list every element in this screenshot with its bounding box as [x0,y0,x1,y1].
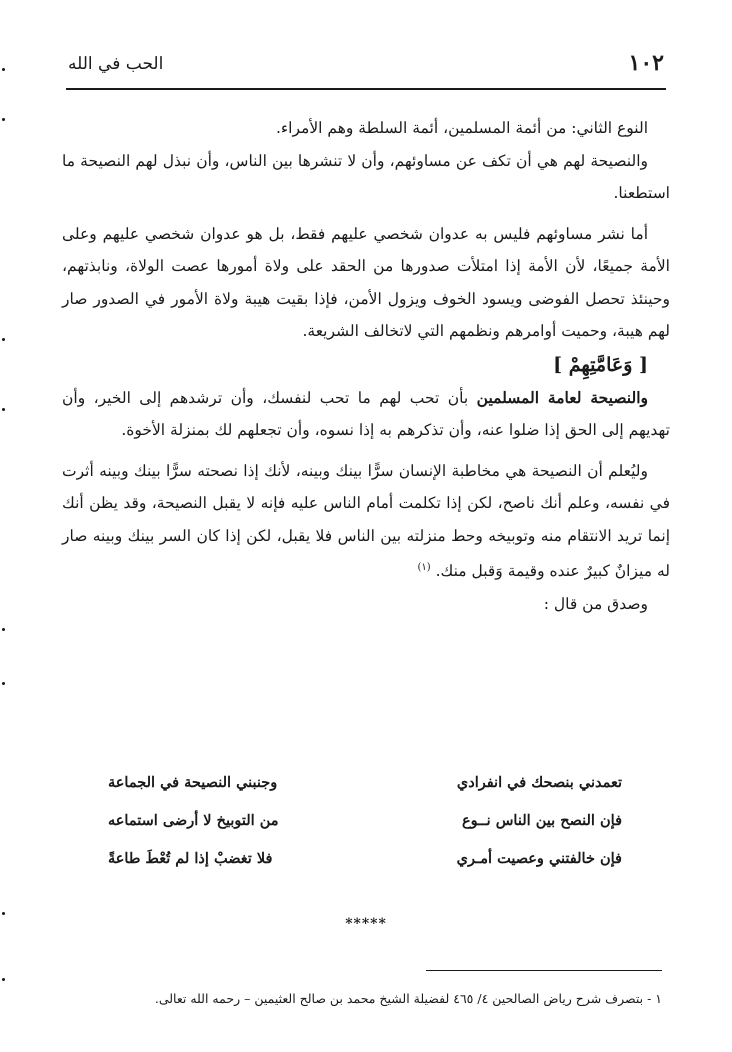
scan-edge-mark [2,628,5,631]
verse-second-hemistich: من التوبيخ لا أرضى استماعه [108,812,279,829]
page-number: ١٠٢ [628,50,664,76]
verse-first-hemistich: فإن خالفتني وعصيت أمـري [456,850,622,867]
section-separator: ***** [345,916,387,932]
scan-edge-mark [2,978,5,981]
footnote-divider [426,970,662,971]
paragraph-lead-bold: والنصيحة لعامة المسلمين [476,387,648,407]
scan-edge-mark [2,408,5,411]
paragraph-private-advice-text: وليُعلم أن النصيحة هي مخاطبة الإنسان سرًّا بينك وبينه، لأنك إذا نصحته سرًّا بينك وبينه أثرت في نفسه، وعلم أنك ناصح، لكن إذا تكلمت أمام الناس عليه فإنه لا يقبل النصيحة، وقد يظن أنك إنما تريد الانتقام منه وتوبيخه وحط منزلته بين الناس فلا يقبل، لكن إذا كان السر بينك وبينه صار له ميزانٌ كبيرٌ عنده وقيمة وَقبل منك. [62,461,670,581]
paragraph-common-muslims [62,382,670,447]
paragraph-rest: بأن تحب لهم ما تحب لنفسك، وأن ترشدهم إلى الخير، وأن تهديهم إلى الحق إذا ضلوا عنه، وأن تذكرهم به إذا نسوه، وأن تجعلهم لك بمنزلة الأخوة. [62,388,670,439]
page-header [66,44,666,90]
scan-edge-mark [2,68,5,71]
poem-verse [100,812,622,850]
verse-second-hemistich: وجنبني النصيحة في الجماعة [108,774,278,791]
paragraph-spreading-faults: أما نشر مساوئهم فليس به عدوان شخصي عليهم فقط، بل هو عدوان شخصي عليهم وعلى الأمة جميعًا، لأن الأمة إذا امتلأت صدورها من الحقد على ولاة أمورها عصت الولاة، ونابذتهم، وحينئذ تحصل الفوضى ويسود الخوف ويزول الأمن، فإذا بقيت هيبة ولاة الأمور في الصدور صار لهم هيبة، وحميت أوامرهم ونظمهم التي لاتخالف الشريعة. [62,224,670,340]
poem-intro: وصدق من قال : [543,594,648,613]
verse-first-hemistich: فإن النصح بين الناس نــوع [461,812,622,829]
poem [100,774,622,888]
scan-edge-mark [2,338,5,341]
scan-edge-mark [2,682,5,685]
section-heading: [ وَعَامَّتِهِمْ ] [553,353,648,376]
verse-first-hemistich: تعمدني بنصحك في انفرادي [456,774,622,791]
paragraph-rulers-type: النوع الثاني: من أئمة المسلمين، أئمة السلطة وهم الأمراء. [275,119,648,137]
main-text [62,112,670,620]
verse-second-hemistich: فلا تغضبْ إذا لم تُعْطَ طاعةً [108,850,273,867]
footnote: ١ - بتصرف شرح رياض الصالحين ٤/ ٤٦٥ لفضيلة الشيخ محمد بن صالح العثيمين – رحمه الله تعالى. [154,991,662,1006]
paragraph-private-advice [62,455,670,588]
poem-verse [100,774,622,812]
scan-edge-mark [2,118,5,121]
running-title: الحب في الله [68,54,164,74]
paragraph-advice-rulers: والنصيحة لهم هي أن تكف عن مساوئهم، وأن لا تنشرها بين الناس، وأن نبذل لهم النصيحة ما استطعنا. [62,151,670,202]
footnote-reference: (١) [417,562,431,573]
poem-verse [100,850,622,888]
scan-edge-mark [2,912,5,915]
